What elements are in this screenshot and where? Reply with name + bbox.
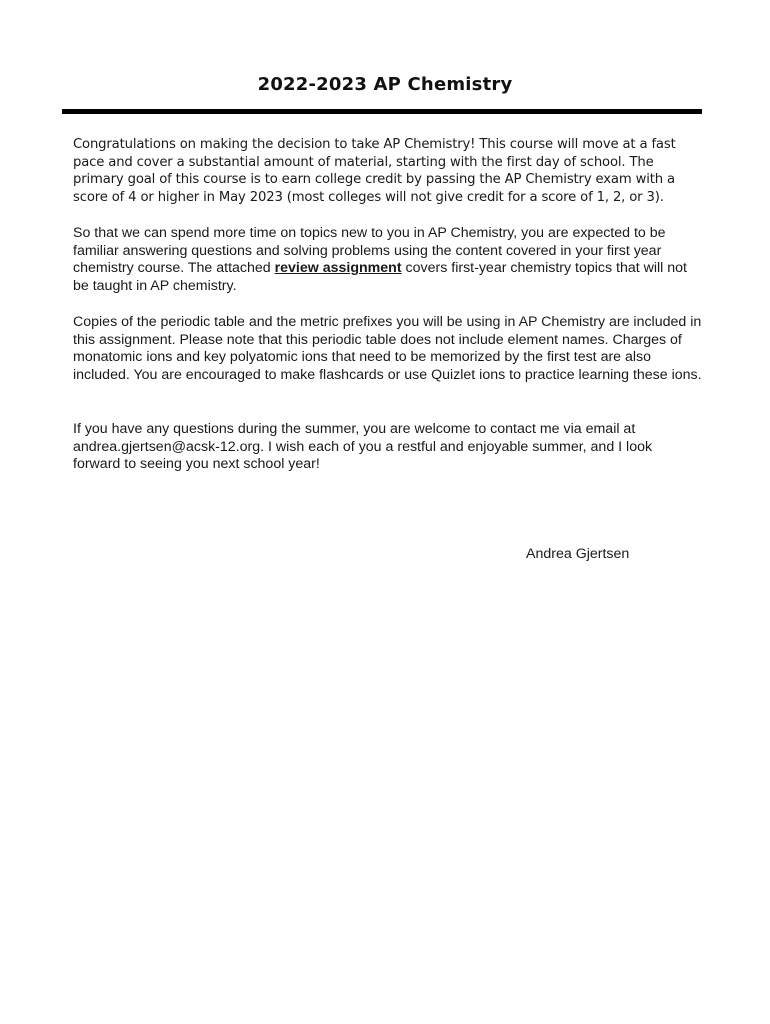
- paragraph-intro-text: Congratulations on making the decision to take AP Chemistry! This course will move at a fast pace and cover a substantial amount of material, starting with the first day of school. The primary goal of this course is to earn college credit by passing the AP Chemistry exam with a score of 4 or higher in May 2023 (most colleges will not give credit for a score of 1, 2, or 3).: [73, 137, 676, 205]
- page-title: 2022-2023 AP Chemistry: [257, 74, 513, 95]
- review-assignment-link[interactable]: review assignment: [274, 260, 402, 277]
- paragraph-contact: [73, 421, 703, 474]
- paragraph-materials-text: Copies of the periodic table and the metric prefixes you will be using in AP Chemistry are included in this assignment. Please note that this periodic table does not include element names. Charges of monatomic ions and key polyatomic ions that need to be memorized by the first test are also included. You are encouraged to make flashcards or use Quizlet ions to practice learning these ions.: [73, 314, 702, 383]
- paragraph-contact-text: If you have any questions during the summer, you are welcome to contact me via email at andrea.gjertsen@acsk-12.org. I wish each of you a restful and enjoyable summer, and I look forward to seeing you next school year!: [73, 421, 653, 473]
- paragraph-intro: [73, 136, 703, 206]
- title-divider: [62, 109, 702, 114]
- paragraph-expectations: [73, 225, 703, 295]
- paragraph-expectations-before: So that we can spend more time on topics new to you in AP Chemistry, you are expected to be familiar answering questions and solving problems using the content covered in your first year chemistry course. The attached: [73, 225, 666, 277]
- paragraph-expectations-text: [73, 225, 703, 295]
- paragraph-materials: [73, 314, 703, 384]
- paragraph-expectations-after: covers first-year chemistry topics that will not be taught in AP chemistry.: [73, 260, 687, 294]
- signature: Andrea Gjertsen: [526, 546, 630, 562]
